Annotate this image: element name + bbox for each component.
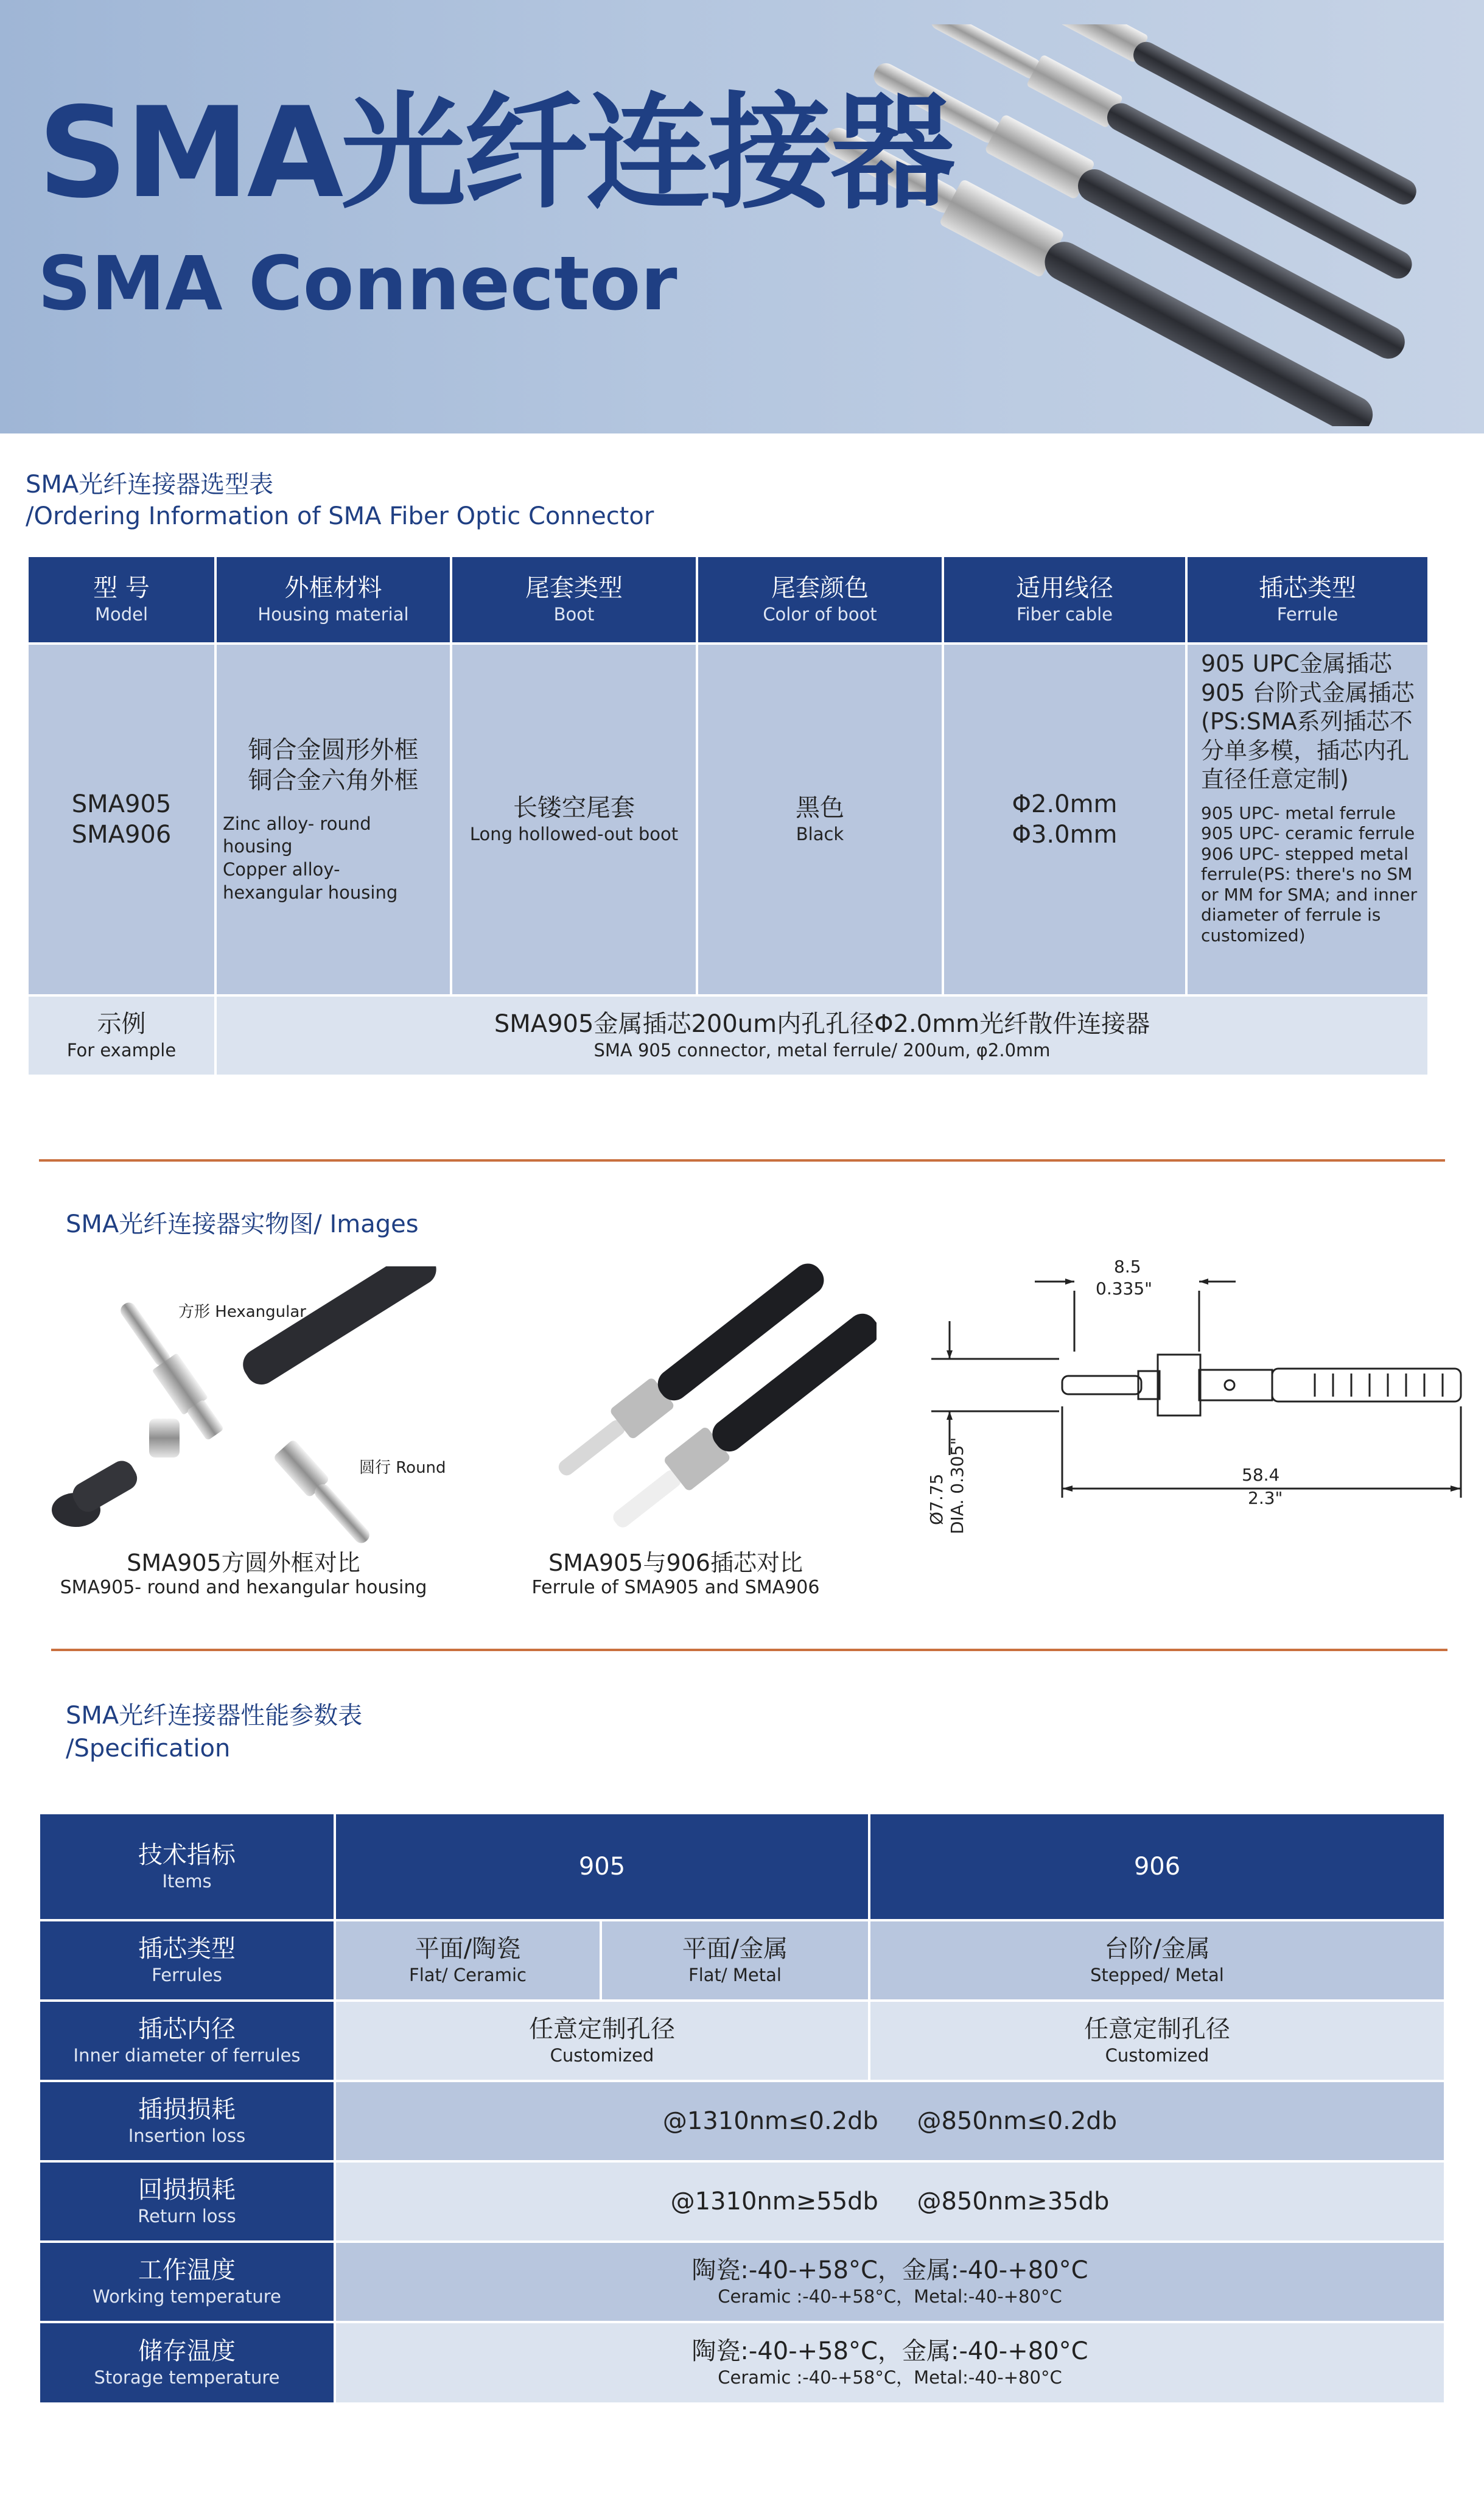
label-round: 圆行 Round (359, 1459, 446, 1477)
ordering-cell-ferrule (1188, 645, 1427, 994)
spec-col-905 (336, 1814, 868, 1919)
spec-inner-905 (336, 2002, 868, 2080)
dim-dia-in: DIA. 0.305" (947, 1437, 967, 1534)
photo-905-906-ferrule (523, 1260, 877, 1546)
spec-col-906 (870, 1814, 1444, 1919)
color-en: Black (796, 824, 844, 845)
header-cn: 适用线径 (1016, 574, 1113, 603)
header-en: Fiber cable (1016, 604, 1113, 625)
spec-label-en: Inner diameter of ferrules (73, 2045, 301, 2066)
header-en: Model (94, 604, 149, 625)
dim-top-in: 0.335" (1096, 1279, 1153, 1299)
spec-insertion-value (336, 2082, 1444, 2160)
ordering-header-housing (217, 557, 450, 642)
value-en: Customized (550, 2045, 654, 2066)
header-cn: 尾套颜色 (771, 574, 869, 603)
spec-ferrule-stepped-metal (870, 1921, 1444, 1999)
header-en: Ferrule (1276, 604, 1339, 625)
col-906-label: 906 (1133, 1853, 1181, 1881)
ordering-title-en: /Ordering Information of SMA Fiber Optic Connector (26, 502, 654, 530)
caption2-en: Ferrule of SMA905 and SMA906 (531, 1577, 820, 1598)
col-905-label: 905 (578, 1853, 626, 1881)
spec-storage-temp-value (336, 2323, 1444, 2402)
spec-label-cn: 工作温度 (138, 2256, 236, 2285)
spec-return-value (336, 2163, 1444, 2240)
housing-cn: 铜合金圆形外框 铜合金六角外框 (248, 735, 419, 795)
ordering-example-label (29, 997, 214, 1075)
ordering-header-color (698, 557, 942, 642)
ordering-cell-housing (217, 645, 450, 994)
example-en: SMA 905 connector, metal ferrule/ 200um, φ2.0mm (593, 1040, 1051, 1061)
header-cn: 外框材料 (284, 574, 382, 603)
spec-label-items (40, 1814, 334, 1919)
example-label-en: For example (66, 1040, 177, 1061)
spec-working-temp-value (336, 2243, 1444, 2321)
spec-label-cn: 储存温度 (138, 2337, 236, 2366)
spec-label-cn: 回损损耗 (138, 2176, 236, 2205)
spec-title-en: /Specification (66, 1735, 231, 1763)
dimension-drawing (913, 1254, 1473, 1546)
label-hexangular: 方形 Hexangular (178, 1303, 306, 1321)
boot-cn: 长镂空尾套 (513, 794, 635, 823)
value-cn: 任意定制孔径 (1084, 2015, 1230, 2044)
value-text: @1310nm≥55db @850nm≥35db (670, 2187, 1110, 2216)
dim-dia-mm: Ø7.75 (926, 1473, 947, 1525)
spec-label-ferrules (40, 1921, 334, 1999)
example-cn: SMA905金属插芯200um内孔孔径Φ2.0mm光纤散件连接器 (494, 1010, 1150, 1039)
ordering-example-value (217, 997, 1427, 1075)
hero-title-cn: SMA光纤连接器 (38, 81, 953, 226)
ordering-table (29, 557, 1427, 1075)
spec-inner-906 (870, 2002, 1444, 2080)
spec-ferrule-flat-ceramic (336, 1921, 600, 1999)
value-cn: 平面/金属 (682, 1935, 788, 1963)
section-divider (39, 1159, 1445, 1162)
header-en: Boot (553, 604, 595, 625)
dim-len-in: 2.3" (1248, 1488, 1283, 1508)
housing-en: Zinc alloy- round housing Copper alloy- hexangular housing (223, 813, 398, 903)
spec-label-en: Working temperature (93, 2286, 281, 2307)
spec-label-storage-temp (40, 2323, 334, 2402)
spec-label-cn: 技术指标 (138, 1841, 236, 1870)
spec-label-cn: 插芯类型 (138, 1935, 236, 1963)
value-en: Ceramic :-40-+58°C，Metal:-40-+80°C (718, 2367, 1062, 2388)
boot-en: Long hollowed-out boot (469, 824, 679, 845)
spec-label-working-temp (40, 2243, 334, 2321)
spec-table (40, 1814, 1444, 2402)
model-value: SMA905 SMA906 (71, 790, 172, 849)
spec-label-insertion-loss (40, 2082, 334, 2160)
ordering-header-cable (944, 557, 1185, 642)
hero-title-en: SMA Connector (38, 240, 677, 327)
spec-label-en: Return loss (138, 2206, 236, 2227)
ordering-header-ferrule (1188, 557, 1427, 642)
ferrule-cn: 905 UPC金属插芯 905 台阶式金属插芯 (PS:SMA系列插芯不分单多模，插芯内孔直径任意定制) (1201, 650, 1415, 793)
ordering-cell-color (698, 645, 942, 994)
dim-top-mm: 8.5 (1114, 1257, 1141, 1277)
header-cn: 型 号 (93, 574, 150, 603)
value-en: Ceramic :-40-+58°C，Metal:-40-+80°C (718, 2286, 1062, 2307)
value-cn: 陶瓷:-40-+58°C，金属:-40-+80°C (691, 2337, 1088, 2366)
header-cn: 尾套类型 (525, 574, 623, 603)
spec-label-inner-diameter (40, 2002, 334, 2080)
spec-ferrule-flat-metal (602, 1921, 868, 1999)
ordering-cell-cable (944, 645, 1185, 994)
ordering-header-boot (452, 557, 696, 642)
value-en: Flat/ Metal (688, 1965, 782, 1986)
value-en: Customized (1105, 2045, 1209, 2066)
ordering-header-model (29, 557, 214, 642)
spec-label-en: Storage temperature (94, 2367, 280, 2388)
cable-value: Φ2.0mm Φ3.0mm (1012, 790, 1118, 849)
spec-label-cn: 插损损耗 (138, 2096, 236, 2124)
value-cn: 台阶/金属 (1104, 1935, 1210, 1963)
header-en: Color of boot (763, 604, 877, 625)
spec-label-en: Ferrules (152, 1965, 222, 1986)
value-en: Stepped/ Metal (1090, 1965, 1224, 1986)
ferrule-en: 905 UPC- metal ferrule 905 UPC- ceramic ferrule 906 UPC- stepped metal ferrule(PS: there's no SM or MM for SMA; and inner diameter of ferrule is customized) (1201, 802, 1418, 946)
value-cn: 任意定制孔径 (529, 2015, 675, 2044)
value-cn: 平面/陶瓷 (415, 1935, 521, 1963)
hero-banner (0, 0, 1484, 433)
value-cn: 陶瓷:-40-+58°C，金属:-40-+80°C (691, 2256, 1088, 2285)
section-divider (51, 1649, 1447, 1651)
ordering-title-cn: SMA光纤连接器选型表 (26, 471, 274, 499)
ordering-cell-model (29, 645, 214, 994)
value-en: Flat/ Ceramic (409, 1965, 527, 1986)
spec-label-cn: 插芯内径 (138, 2015, 236, 2044)
spec-title-cn: SMA光纤连接器性能参数表 (66, 1702, 363, 1730)
example-label-cn: 示例 (97, 1010, 146, 1039)
ordering-cell-boot (452, 645, 696, 994)
header-en: Housing material (257, 604, 409, 625)
header-cn: 插芯类型 (1259, 574, 1356, 603)
spec-label-en: Items (162, 1871, 212, 1892)
value-text: @1310nm≤0.2db @850nm≤0.2db (662, 2107, 1118, 2135)
caption2-cn: SMA905与906插芯对比 (548, 1549, 803, 1576)
dim-len-mm: 58.4 (1242, 1465, 1280, 1485)
caption1-en: SMA905- round and hexangular housing (60, 1577, 427, 1598)
caption1-cn: SMA905方圆外框对比 (127, 1549, 360, 1576)
spec-label-return-loss (40, 2163, 334, 2240)
spec-label-en: Insertion loss (128, 2125, 246, 2147)
color-cn: 黑色 (796, 794, 844, 823)
images-title: SMA光纤连接器实物图/ Images (66, 1210, 419, 1238)
